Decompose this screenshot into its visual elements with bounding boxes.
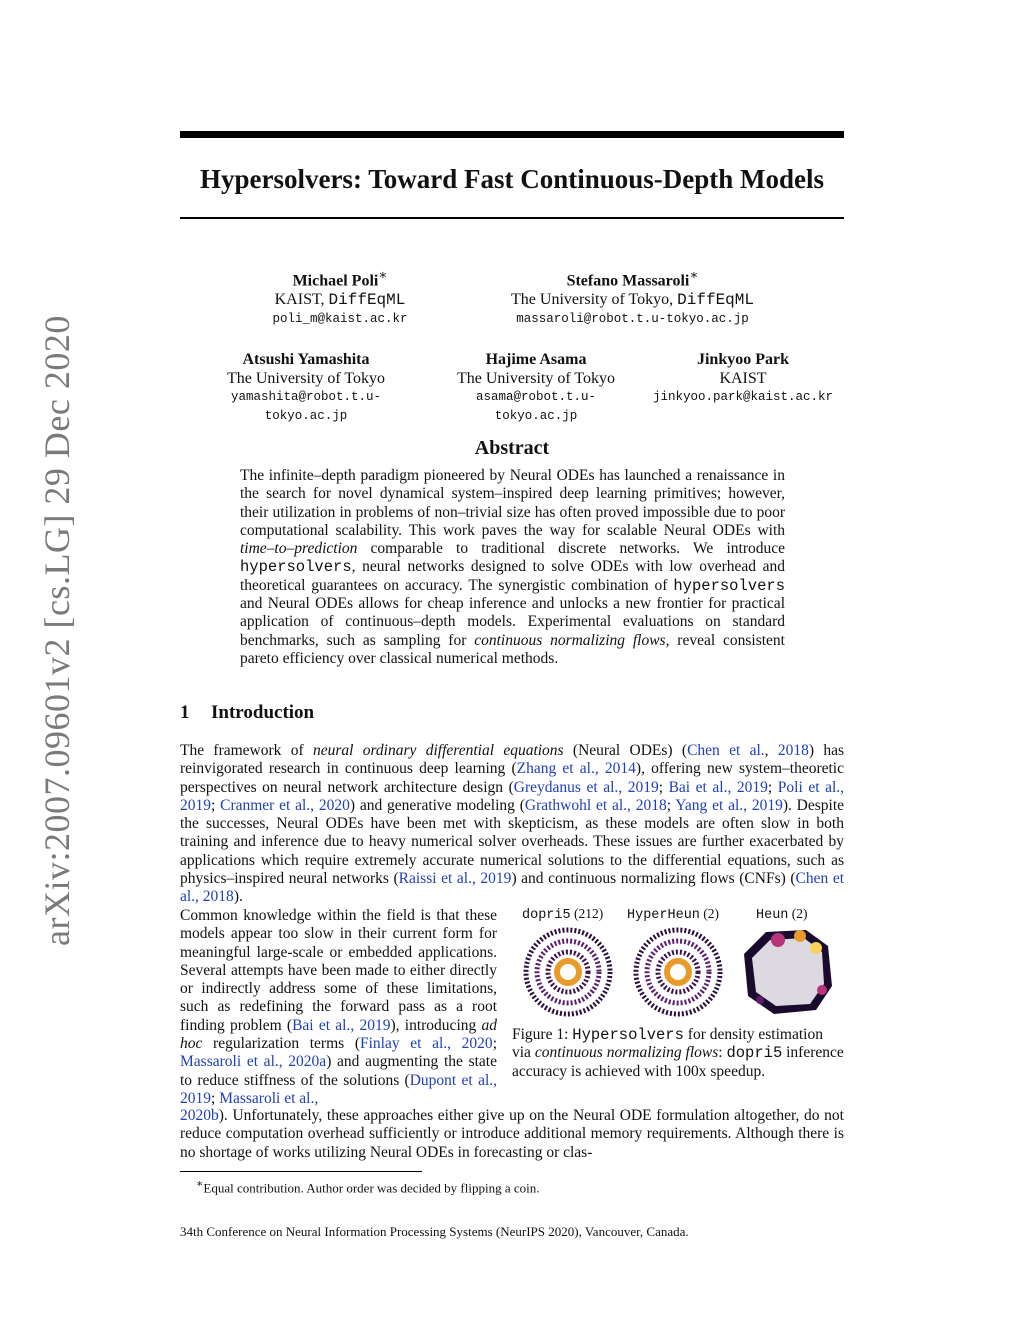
figure-1-density-plots [516,926,846,1018]
intro-paragraph-1: The framework of neural ordinary differential equations (Neural ODEs) (Chen et al., 2018) has reinvigorated research in continuous deep learning (Zhang et al., 2014), offering new system–theoretic perspectives on neural network architecture design (Greydanus et al., 2019; Bai et al., 2019; Poli et al., 2019; Cranmer et al., 2020) and generative modeling (Grathwohl et al., 2018; Yang et al., 2019). Despite the successes, Neural ODEs have been met with skepticism, as these models are often slow in both training and inference due to heavy numerical solver overheads. These issues are further exacerbated by applications which require extremely accurate numerical solutions to the differential equations, such as physics–inspired neural networks (Raissi et al., 2019) and continuous normalizing flows (CNFs) (Chen et al., 2018). [180,742,845,906]
figure-label-heun: Heun (2) [756,906,808,923]
arxiv-stamp: arXiv:2007.09601v2 [cs.LG] 29 Dec 2020 [37,315,77,946]
conference-footer: 34th Conference on Neural Information Processing Systems (NeurIPS 2020), Vancouver, Canada. [180,1224,689,1239]
author-3: Atsushi Yamashita The University of Tokyo yamashita@robot.t.u-tokyo.ac.jp [190,350,422,426]
citation-link[interactable]: 2018 [777,742,809,759]
author-4: Hajime Asama The University of Tokyo asama@robot.t.u-tokyo.ac.jp [436,350,636,426]
figure-1-caption: Figure 1: Hypersolvers for density estimation via continuous normalizing flows: dopri5 inference accuracy is achieved with 100x speedup. [512,1026,844,1080]
citation-link[interactable]: Zhang et al., 2014 [516,760,636,778]
author-1: Michael Poli∗ KAIST, DiffEqML poli_m@kaist.ac.kr [230,265,450,329]
intro-paragraph-2: Common knowledge within the field is that these models appear too slow in their current form for meaningful large-scale or embedded applications. Several attempts have been made to either directly or indirectly address some of these limitations, such as redefining the forward pass as a root finding problem (Bai et al., 2019), introducing ad hoc regularization terms (Finlay et al., 2020; Massaroli et al., 2020a) and augmenting the state to reduce stiffness of the solutions (Dupont et al., 2019; Massaroli et al., [180,907,498,1107]
footnote-rule [180,1171,422,1172]
citation-link[interactable]: Cranmer et al., 2020 [220,796,350,814]
citation-link[interactable]: Massaroli et al., 2020a [180,1053,327,1071]
citation-link[interactable]: Greydanus et al., 2019 [513,778,659,796]
citation-link[interactable]: Chen et al. [687,742,765,759]
author-email: poli_m@kaist.ac.kr [272,312,408,327]
author-email: yamashita@robot.t.u-tokyo.ac.jp [230,390,382,423]
author-2: Stefano Massaroli∗ The University of Tokyo, DiffEqML massaroli@robot.t.u-tokyo.ac.jp [490,265,775,329]
heun-density-panel [744,930,832,1014]
abstract-body: The infinite–depth paradigm pioneered by Neural ODEs has launched a renaissance in the search for novel dynamical system–inspired deep learning primitives; however, their utilization in problems of non–trivial size has often proved impossible due to poor computational scalability. This work paves the way for scalable Neural ODEs with time–to–prediction comparable to traditional discrete networks. We introduce hypersolvers, neural networks designed to solve ODEs with low overhead and theoretical guarantees on accuracy. The synergistic combination of hypersolvers and Neural ODEs allows for cheap inference and unlocks a new frontier for practical application of continuous–depth models. Experimental evaluations on standard benchmarks, such as sampling for continuous normalizing flows, reveal consistent pareto efficiency over classical numerical methods. [240,467,785,667]
citation-link[interactable]: Dupont et al., 2019 [180,1071,498,1107]
citation-link[interactable]: Grathwohl et al., 2018 [524,796,667,814]
intro-paragraph-2-continued: 2020b). Unfortunately, these approaches either give up on the Neural ODE formulation altogether, do not reduce computation overhead sufficiently or introduce additional memory requirements. Although there is no shortage of works utilizing Neural ODEs in forecasting or clas- [180,1107,844,1161]
figure-label-dopri5: dopri5 (212) [522,906,604,923]
author-email: massaroli@robot.t.u-tokyo.ac.jp [516,312,749,327]
figure-label-hyperheun: HyperHeun (2) [627,906,720,923]
section-heading: 1 Introduction [180,702,315,723]
citation-link[interactable]: Massaroli et al., [219,1089,319,1107]
author-5: Jinkyoo Park KAIST jinkyoo.park@kaist.ac.kr [650,350,836,407]
citation-link[interactable]: Chen et al., 2018 [180,870,845,906]
citation-link[interactable]: 2020b [180,1107,219,1124]
citation-link[interactable]: Raissi et al., 2019 [398,870,512,888]
citation-link[interactable]: Yang et al., 2019 [675,796,783,814]
abstract-heading: Abstract [474,437,550,459]
dopri5-density-panel [526,930,610,1014]
paper-title: Hypersolvers: Toward Fast Continuous-Depth Models [199,164,825,194]
author-email: asama@robot.t.u-tokyo.ac.jp [475,390,597,423]
citation-link[interactable]: Bai et al., 2019 [292,1016,391,1034]
citation-link[interactable]: Poli et al., 2019 [180,778,845,814]
footnote: ∗Equal contribution. Author order was decided by flipping a coin. [196,1178,540,1196]
title-bottom-rule [180,217,844,219]
author-email: jinkyoo.park@kaist.ac.kr [652,390,834,404]
title-top-rule [180,131,844,138]
citation-link[interactable]: Bai et al., 2019 [668,778,768,796]
citation-link[interactable]: Finlay et al., 2020 [360,1035,493,1053]
hyperheun-density-panel [636,930,720,1014]
